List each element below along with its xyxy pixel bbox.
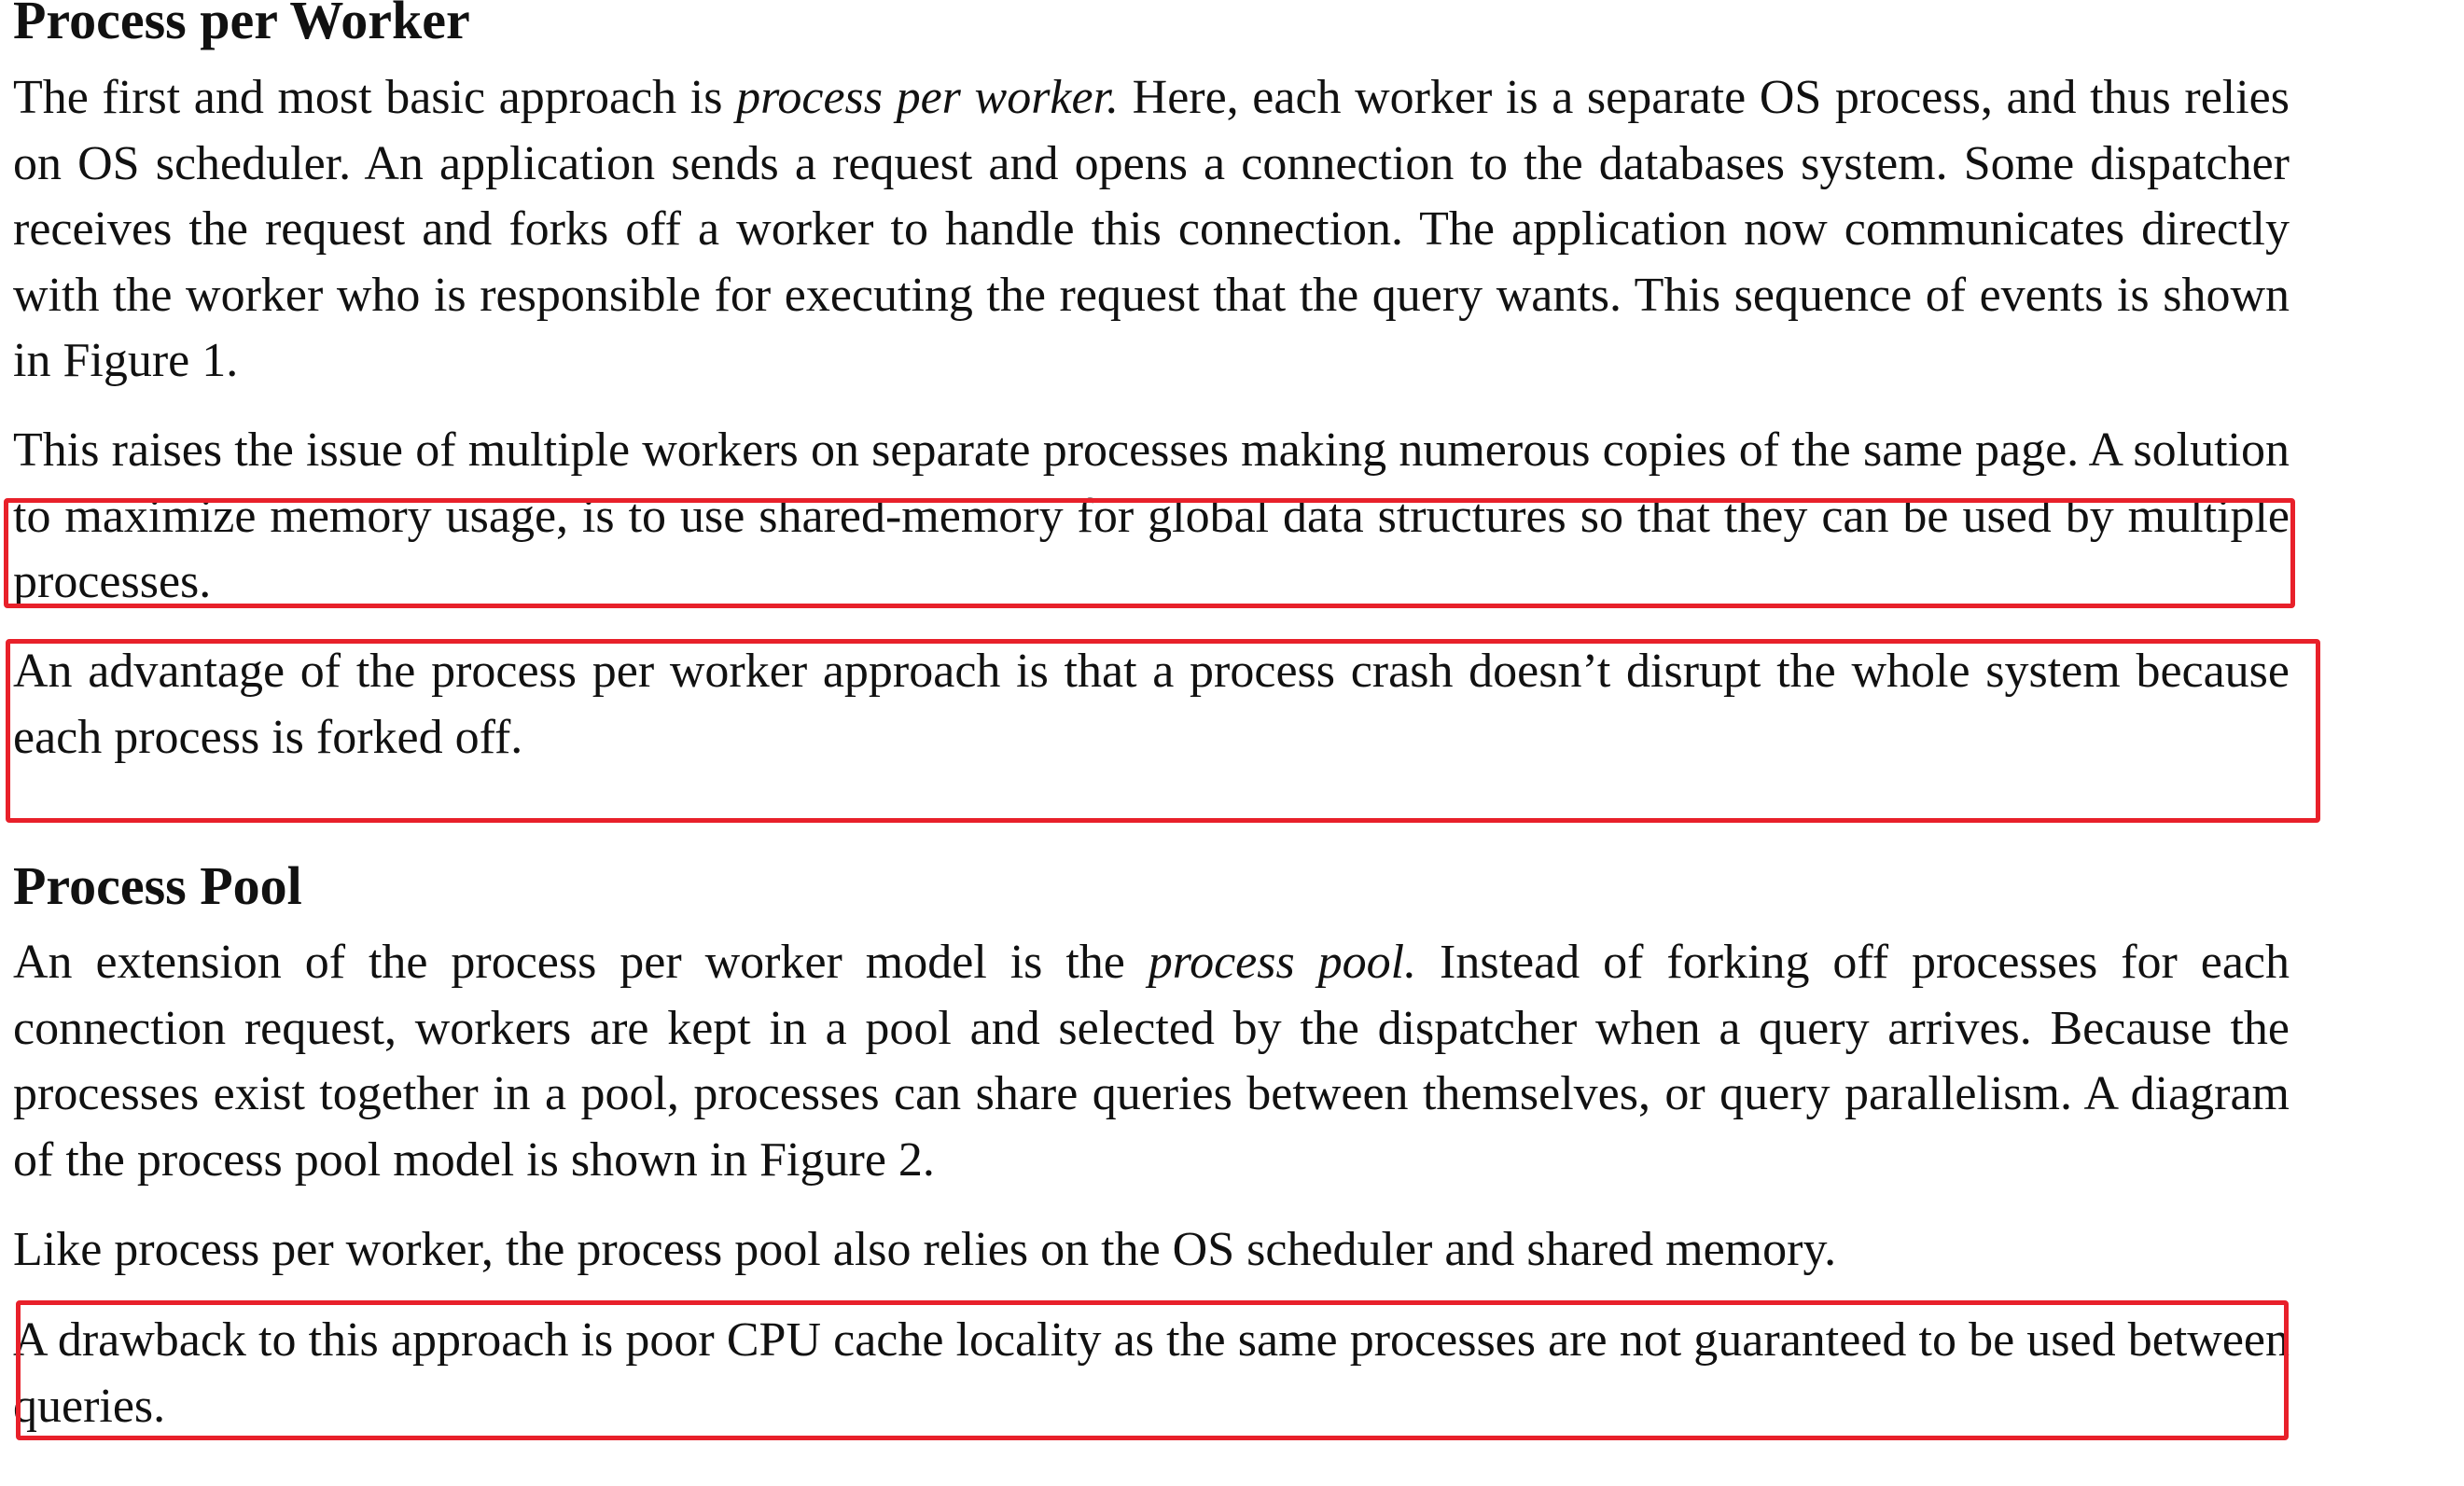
paragraph-text: The first and most basic approach is (13, 71, 737, 124)
paragraph-process-per-worker-intro (13, 65, 2290, 395)
paragraph-shared-memory (13, 418, 2290, 616)
paragraph-text: This raises the issue of multiple workers on separate processes making numerous copies of the same page. (13, 424, 2080, 477)
paragraph-text: Here, each worker is a separate OS process, and thus relies on OS scheduler. An application sends a request and opens a connection to the databases system. Some dispatcher receives the request and forks off a worker to handle this connection. The application now communicates directly with the worker who is responsible for executing the request that the query wants. This sequence of events is shown in Figure 1. (13, 71, 2290, 387)
emphasis-term: process pool. (1148, 936, 1417, 989)
section-heading-process-pool: Process Pool (13, 855, 302, 916)
emphasis-term: process per worker. (736, 71, 1120, 124)
paragraph-advantage: An advantage of the process per worker approach is that a process crash doesn’t disrupt the whole system because each process is forked off. (13, 645, 2290, 764)
paragraph-process-pool-intro (13, 930, 2290, 1193)
paragraph-text-highlighted: A solution to maximize memory usage, is to use shared-memory for global data structures so that they can be used by multiple processes. (13, 424, 2290, 608)
paragraph-text: Instead of forking off processes for each connection request, workers are kept in a pool and selected by the dispatcher when a query arrives. Because the processes exist together in a pool, processes can share queries between themselves, or query parallelism. A diagram of the process pool model is shown in Figure 2. (13, 936, 2290, 1187)
paragraph-drawback: A drawback to this approach is poor CPU cache locality as the same processes are not guaranteed to be used between queries. (13, 1313, 2290, 1433)
paragraph-text: An extension of the process per worker model is the (13, 936, 1148, 989)
paragraph-os-scheduler: Like process per worker, the process pool also relies on the OS scheduler and shared memory. (13, 1223, 1837, 1276)
section-heading-process-per-worker: Process per Worker (13, 0, 470, 50)
